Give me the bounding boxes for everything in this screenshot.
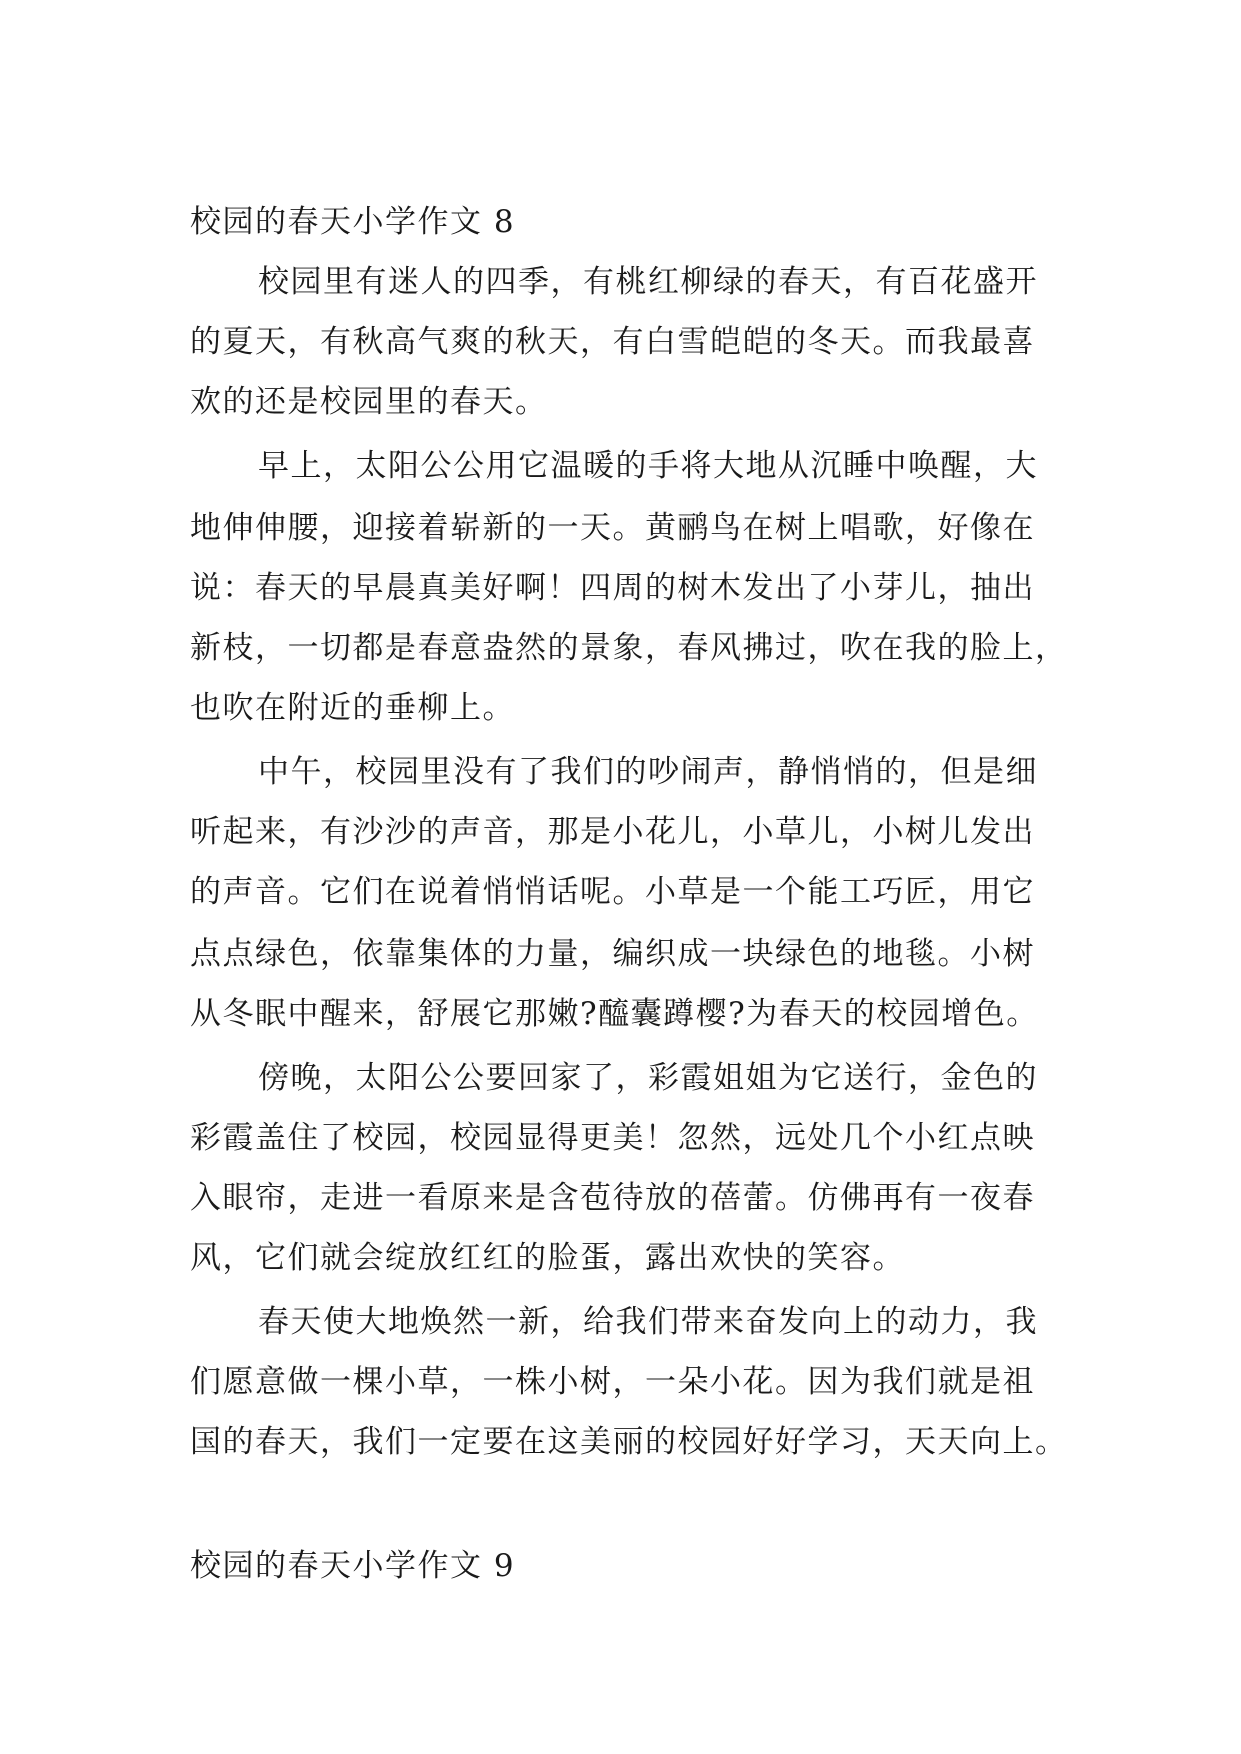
paragraph-3-line-3: 的声音。它们在说着悄悄话呢。小草是一个能工巧匠，用它 bbox=[190, 874, 1035, 910]
paragraph-3-line-2: 听起来，有沙沙的声音，那是小花儿，小草儿，小树儿发出 bbox=[190, 814, 1035, 850]
essay-title-9: 校园的春天小学作文 9 bbox=[190, 1548, 516, 1584]
paragraph-1-line-3: 欢的还是校园里的春天。 bbox=[190, 384, 548, 420]
paragraph-4-line-1: 傍晚，太阳公公要回家了，彩霞姐姐为它送行，金色的 bbox=[258, 1060, 1038, 1096]
paragraph-4-line-4: 风，它们就会绽放红红的脸蛋，露出欢快的笑容。 bbox=[190, 1240, 905, 1276]
paragraph-5-line-1: 春天使大地焕然一新，给我们带来奋发向上的动力，我 bbox=[258, 1304, 1038, 1340]
paragraph-4-line-2: 彩霞盖住了校园，校园显得更美！忽然，远处几个小红点映 bbox=[190, 1120, 1035, 1156]
paragraph-1-line-1: 校园里有迷人的四季，有桃红柳绿的春天，有百花盛开 bbox=[258, 264, 1038, 300]
paragraph-4-line-3: 入眼帘，走进一看原来是含苞待放的蓓蕾。仿佛再有一夜春 bbox=[190, 1180, 1035, 1216]
paragraph-2-line-2: 地伸伸腰，迎接着崭新的一天。黄鹂鸟在树上唱歌，好像在 bbox=[190, 510, 1035, 546]
paragraph-3-line-4: 点点绿色，依靠集体的力量，编织成一块绿色的地毯。小树 bbox=[190, 936, 1035, 972]
paragraph-2-line-3: 说：春天的早晨真美好啊！四周的树木发出了小芽儿，抽出 bbox=[190, 570, 1035, 606]
paragraph-2-line-1: 早上，太阳公公用它温暖的手将大地从沉睡中唤醒，大 bbox=[258, 448, 1038, 484]
paragraph-5-line-2: 们愿意做一棵小草，一株小树，一朵小花。因为我们就是祖 bbox=[190, 1364, 1035, 1400]
essay-title-8: 校园的春天小学作文 8 bbox=[190, 204, 516, 240]
paragraph-2-line-4: 新枝，一切都是春意盎然的景象，春风拂过，吹在我的脸上， bbox=[190, 630, 1068, 666]
paragraph-2-line-5: 也吹在附近的垂柳上。 bbox=[190, 690, 515, 726]
paragraph-1-line-2: 的夏天，有秋高气爽的秋天，有白雪皑皑的冬天。而我最喜 bbox=[190, 324, 1035, 360]
paragraph-3-line-5: 从冬眠中醒来，舒展它那嫩?醯囊蹲樱?为春天的校园增色。 bbox=[190, 996, 1039, 1032]
paragraph-3-line-1: 中午，校园里没有了我们的吵闹声，静悄悄的，但是细 bbox=[258, 754, 1038, 790]
paragraph-5-line-3: 国的春天，我们一定要在这美丽的校园好好学习，天天向上。 bbox=[190, 1424, 1068, 1460]
